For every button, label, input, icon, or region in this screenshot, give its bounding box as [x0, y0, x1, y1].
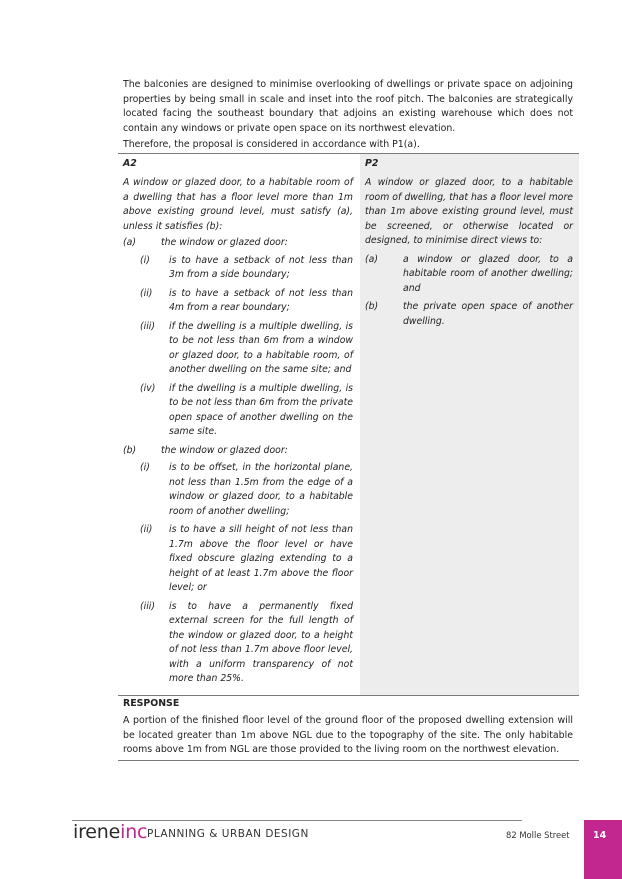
a2-lead: A window or glazed door, to a habitable room of a dwelling that has a floor level more than 1m above existing ground level, must satisfy (a), unless it satisfies (b): [123, 177, 353, 232]
site-address: 82 Molle Street [506, 830, 570, 840]
list-item: (iii) if the dwelling is a multiple dwelling, is to be not less than 6m from a window or glazed door, to a habitable room, of another dwelling on the same site; and [140, 320, 353, 375]
a2-clause-b: (b) the window or glazed door: [123, 444, 288, 456]
list-item: (iii) is to have a permanently fixed external screen for the full length of the window or glazed door, to a height of not less than 1.7m above floor level, with a uniform transparency of not more than 25%. [140, 600, 353, 684]
a2-heading: A2 [123, 158, 137, 169]
list-item: (i) is to be offset, in the horizontal plane, not less than 1.5m from the edge of a window or glazed door, to a habitable room of another dwelling; [140, 462, 353, 517]
page-number: 14 [593, 830, 607, 841]
page-number-badge [584, 820, 622, 879]
response-title: RESPONSE [123, 697, 180, 709]
p2-heading: P2 [365, 158, 379, 169]
list-item: (iv) if the dwelling is a multiple dwelling, is to be not less than 6m from the private open space of another dwelling on the same site. [140, 382, 353, 437]
company-tagline: PLANNING & URBAN DESIGN [147, 828, 309, 840]
list-item: (a) a window or glazed door, to a habitable room of another dwelling; and [365, 253, 573, 294]
acceptable-solution-column [118, 154, 360, 695]
list-item: (b) the private open space of another dwelling. [365, 301, 573, 327]
standards-table [118, 153, 579, 761]
intro-text [123, 78, 573, 153]
intro-paragraph-1: The balconies are designed to minimise overlooking of dwellings or private space on adjoining properties by being small in scale and inset into the roof pitch. The balconies are strategically located facing the southeast boundary that adjoins an existing warehouse which does not contain any windows or private open space on its northwest elevation. [123, 79, 573, 134]
performance-criteria-column [360, 154, 579, 695]
p2-lead: A window or glazed door, to a habitable room of dwelling, that has a floor level more than 1m above existing ground level, must be screened, or otherwise located or designed, to minimise direct views to: [365, 177, 573, 246]
a2-clause-a: (a) the window or glazed door: [123, 237, 288, 248]
company-logo: ireneinc [73, 821, 148, 843]
list-item: (ii) is to have a sill height of not less than 1.7m above the floor level or have fixed obscure glazing extending to a height of at least 1.7m above the floor level; or [140, 524, 353, 593]
response-body: A portion of the finished floor level of the ground floor of the proposed dwelling extension will be located greater than 1m above NGL due to the topography of the site. The only habitable rooms above 1m from NGL are those provided to the living room on the northwest elevation. [123, 715, 573, 756]
response-section [118, 695, 579, 761]
list-item: (ii) is to have a setback of not less than 4m from a rear boundary; [140, 287, 353, 313]
list-item: (i) is to have a setback of not less than 3m from a side boundary; [140, 254, 353, 280]
intro-paragraph-2: Therefore, the proposal is considered in accordance with P1(a). [123, 139, 420, 151]
